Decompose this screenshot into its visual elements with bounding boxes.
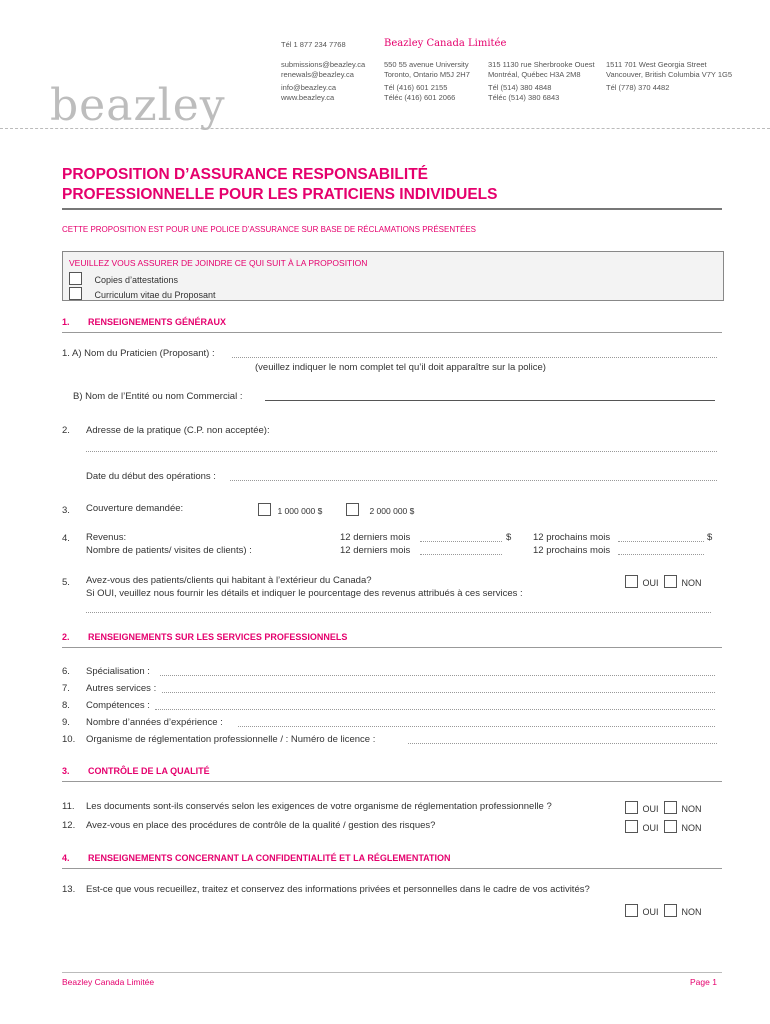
attachments-heading: VEUILLEZ VOUS ASSURER DE JOINDRE CE QUI SUIT À LA PROPOSITION [69,258,368,268]
q2-date-label: Date du début des opérations : [86,471,216,482]
q12-oui-checkbox[interactable] [625,820,638,833]
q6-label: Spécialisation : [86,666,150,677]
q1a-input[interactable] [232,357,717,358]
office-vancouver: 1511 701 West Georgia Street Vancouver, British Columbia V7Y 1G5 Tél (778) 370 4482 [606,60,733,92]
footer-company: Beazley Canada Limitée [62,977,155,987]
header-emails [281,60,365,102]
beazley-logo: beazley [50,80,226,131]
email-submissions[interactable]: submissions@beazley.ca [281,60,366,69]
q13-non-option[interactable]: NON [664,902,701,920]
license-number-input[interactable] [408,743,717,744]
patients-next-label: 12 prochains mois [533,545,611,556]
footer-rule [62,972,722,973]
q10-number: 10. [62,734,76,745]
section-4-rule [62,868,722,869]
website-link[interactable]: www.beazley.ca [281,92,335,102]
coverage-1m-option[interactable]: 1 000 000 $ [258,501,322,519]
q8-label: Compétences : [86,700,150,711]
q5-number: 5. [62,577,70,588]
q13-number: 13. [62,884,76,895]
q1b-label: B) Nom de l’Entité ou nom Commercial : [73,391,243,402]
patients-next-input[interactable] [618,554,704,555]
revenue-next-label: 12 prochains mois [533,532,611,543]
attachments-box [62,251,724,301]
specialization-input[interactable] [160,675,715,676]
q12-non-option[interactable]: NON [664,818,701,836]
q5-details-label: Si OUI, veuillez nous fournir les détails et indiquer le pourcentage des revenus attribués à ces services : [86,588,523,599]
q3-number: 3. [62,505,70,516]
q7-label: Autres services : [86,683,157,694]
section-3-number: 3. [62,766,70,776]
q5-label: Avez-vous des patients/clients qui habitant à l’extérieur du Canada? [86,575,372,586]
section-2-number: 2. [62,632,70,642]
section-1-rule [62,332,722,333]
q13-oui-option[interactable]: OUI [625,902,658,920]
revenue-last-dollar: $ [506,532,512,543]
revenue-next-dollar: $ [707,532,713,543]
attach-item-certificates[interactable]: Copies d’attestations [69,270,178,288]
revenue-last-input[interactable] [420,541,502,542]
q1a-label: 1. A) Nom du Praticien (Proposant) : [62,348,215,359]
q9-number: 9. [62,717,70,728]
skills-input[interactable] [155,709,715,710]
section-2-rule [62,647,722,648]
q2-number: 2. [62,425,70,436]
q11-oui-option[interactable]: OUI [625,799,658,817]
header-phone: Tél 1 877 234 7768 [281,40,346,49]
q13-non-checkbox[interactable] [664,904,677,917]
q13-oui-checkbox[interactable] [625,904,638,917]
q4-revenue-label: Revenus: [86,532,127,543]
q2-label: Adresse de la pratique (C.P. non acceptée): [86,425,270,436]
q5-non-checkbox[interactable] [664,575,677,588]
q12-oui-option[interactable]: OUI [625,818,658,836]
revenue-last-label: 12 derniers mois [340,532,411,543]
revenue-next-input[interactable] [618,541,704,542]
coverage-2m-checkbox[interactable] [346,503,359,516]
header-divider [0,128,770,129]
other-services-input[interactable] [162,692,715,693]
q5-oui-checkbox[interactable] [625,575,638,588]
section-4-title: RENSEIGNEMENTS CONCERNANT LA CONFIDENTIALITÉ ET LA RÉGLEMENTATION [88,853,451,863]
section-3-rule [62,781,722,782]
page-title: PROPOSITION D’ASSURANCE RESPONSABILITÉ PROFESSIONNELLE POUR LES PRATICIENS INDIVIDUELS [62,166,498,203]
q11-non-checkbox[interactable] [664,801,677,814]
q5-non-option[interactable]: NON [664,573,701,591]
q11-label: Les documents sont-ils conservés selon les exigences de votre organisme de réglementation professionnelle ? [86,801,552,812]
q12-non-checkbox[interactable] [664,820,677,833]
attach-item-cv[interactable]: Curriculum vitae du Proposant [69,285,216,303]
title-rule [62,208,722,210]
email-renewals[interactable]: renewals@beazley.ca [281,69,354,79]
q11-number: 11. [62,801,75,812]
section-1-title: RENSEIGNEMENTS GÉNÉRAUX [88,317,227,327]
certificates-checkbox[interactable] [69,272,82,285]
q1b-input[interactable] [265,400,715,401]
q8-number: 8. [62,700,70,711]
q2-address-input[interactable] [86,451,717,452]
office-montreal: 315 1130 rue Sherbrooke Ouest Montréal, Québec H3A 2M8 Tél (514) 380 4848 Téléc (514) 380 6843 [488,60,595,102]
q12-number: 12. [62,820,76,831]
q4-number: 4. [62,533,70,544]
header-company: Beazley Canada Limitée [384,38,507,49]
email-info[interactable]: info@beazley.ca [281,83,337,92]
q6-number: 6. [62,666,70,677]
q13-label: Est-ce que vous recueillez, traitez et conservez des informations privées et personnelles dans le cadre de vos activités? [86,884,590,895]
section-2-title: RENSEIGNEMENTS SUR LES SERVICES PROFESSIONNELS [88,632,348,642]
patients-last-label: 12 derniers mois [340,545,411,556]
section-3-title: CONTRÔLE DE LA QUALITÉ [88,766,210,776]
coverage-1m-checkbox[interactable] [258,503,271,516]
q9-label: Nombre d’années d’expérience : [86,717,223,728]
office-toronto: 550 55 avenue University Toronto, Ontario M5J 2H7 Tél (416) 601 2155 Téléc (416) 601 2066 [384,60,470,102]
footer-page-number: Page 1 [690,977,717,987]
q5-oui-option[interactable]: OUI [625,573,658,591]
q7-number: 7. [62,683,70,694]
q12-label: Avez-vous en place des procédures de contrôle de la qualité / gestion des risques? [86,820,436,831]
q2-date-input[interactable] [230,480,717,481]
q1a-note: (veuillez indiquer le nom complet tel qu’il doit apparaître sur la police) [255,362,546,373]
subtitle: CETTE PROPOSITION EST POUR UNE POLICE D’ASSURANCE SUR BASE DE RÉCLAMATIONS PRÉSENTÉES [62,225,477,234]
q3-label: Couverture demandée: [86,503,184,514]
patients-last-input[interactable] [420,554,502,555]
q10-label: Organisme de réglementation professionnelle / : Numéro de licence : [86,734,376,745]
cv-checkbox[interactable] [69,287,82,300]
q11-non-option[interactable]: NON [664,799,701,817]
q11-oui-checkbox[interactable] [625,801,638,814]
experience-years-input[interactable] [238,726,715,727]
q5-details-input[interactable] [86,612,711,613]
coverage-2m-option[interactable]: 2 000 000 $ [346,501,414,519]
section-1-number: 1. [62,317,70,327]
section-4-number: 4. [62,853,70,863]
q4-patients-label: Nombre de patients/ visites de clients) : [86,545,252,556]
